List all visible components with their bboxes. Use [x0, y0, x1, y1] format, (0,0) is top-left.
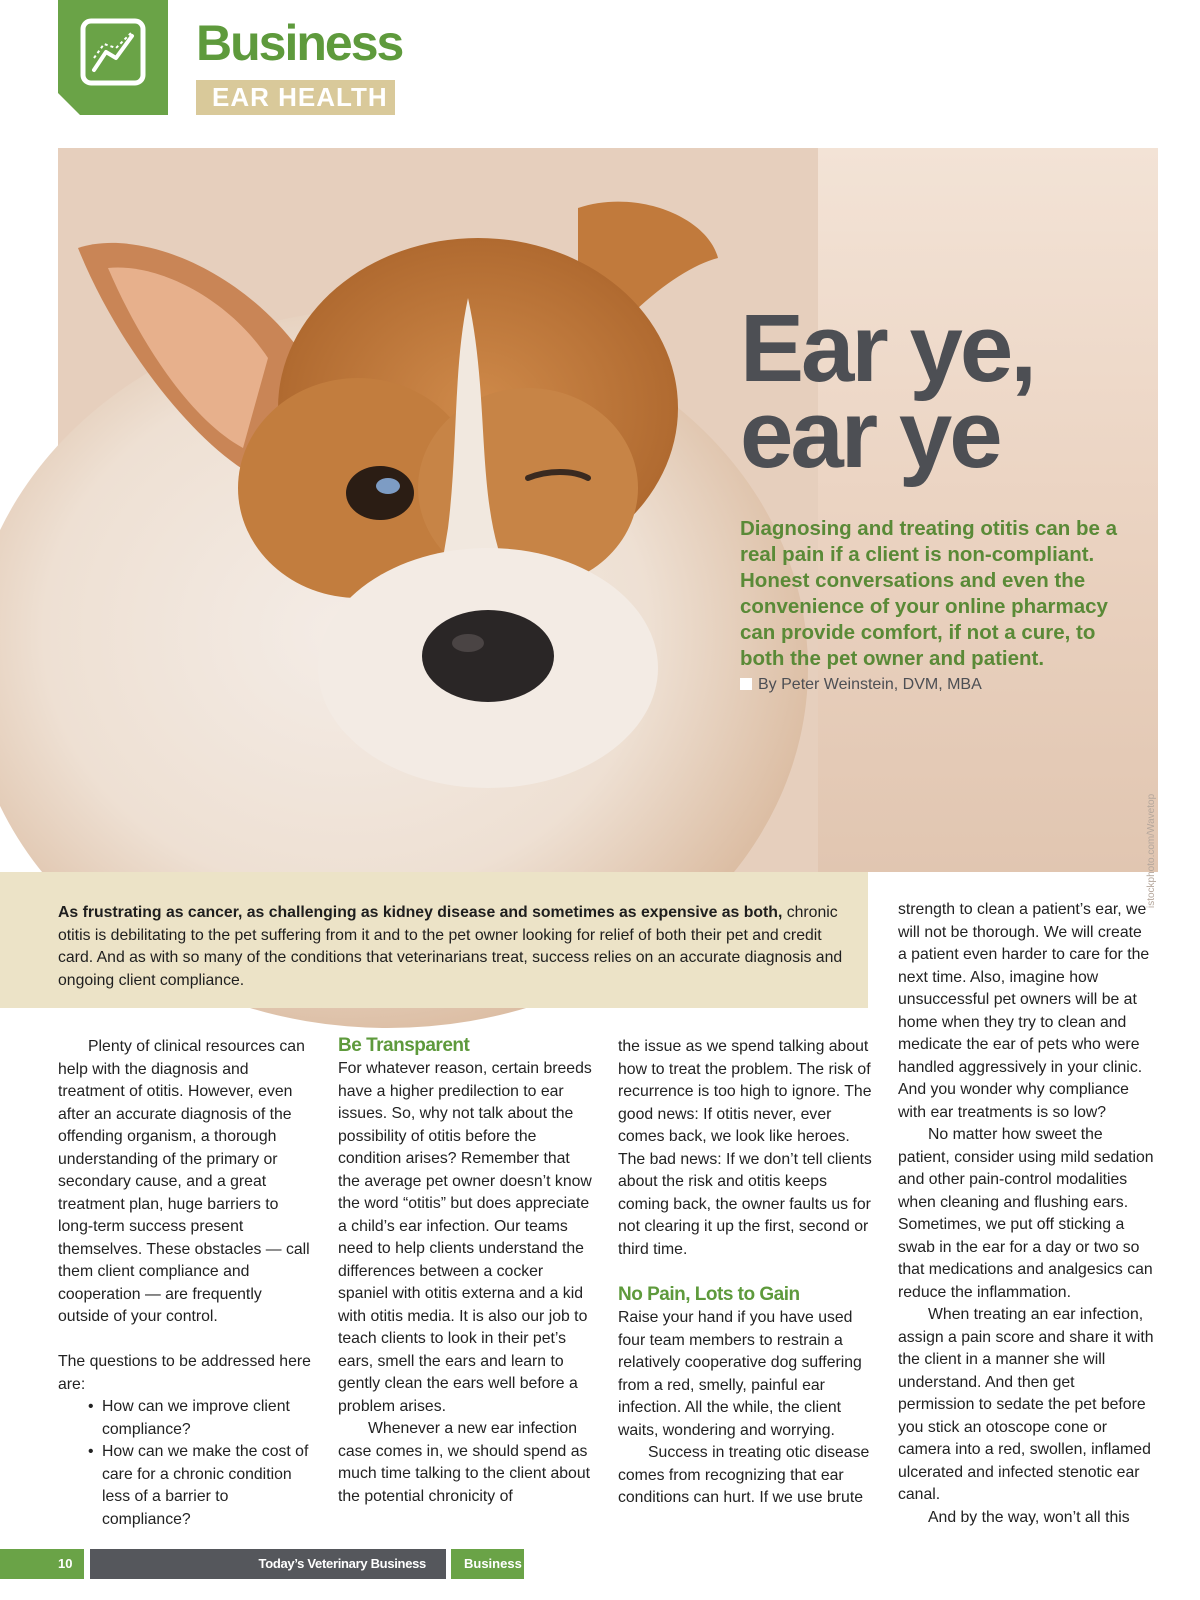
col1-paragraph-1: Plenty of clinical resources can help with the diagnosis and treatment of otitis. However, even after an accurate diagnosis of the offending organism, a thorough understanding of the primary or secondary cause, and a great treatment plan, huge barriers to long-term success present themselves. These obstacles — call them client compliance and cooperation — are frequently outside of your control. [58, 1038, 310, 1325]
square-bullet-icon [740, 678, 752, 690]
intro-lead-bold: As frustrating as cancer, as challenging as kidney disease and sometimes as expensive as both, [58, 904, 783, 921]
headline-line-2: ear ye [740, 381, 1000, 489]
body-column-4 [898, 899, 1154, 1529]
trend-chart-icon [80, 18, 146, 86]
list-item: • How can we make the cost of care for a chronic condition less of a barrier to compliance? [88, 1441, 316, 1531]
body-column-1 [58, 1036, 316, 1531]
body-column-3 [618, 1036, 874, 1510]
terrier-dog-photo [58, 148, 818, 872]
page-number: 10 [0, 1549, 84, 1579]
section-tag: EAR HEALTH [196, 80, 395, 115]
col4-paragraph-1: strength to clean a patient’s ear, we will not be thorough. We will create a patient even harder to care for the next time. Also, imagine how unsuccessful pet owners will be at home when they try to clean and medicate the ear of pets who were handled aggressively in your clinic. And you wonder why compliance with ear treatments is so low? [898, 901, 1150, 1121]
section-icon [58, 0, 168, 115]
body-column-2 [338, 1034, 594, 1508]
intro-paragraph [58, 902, 848, 992]
article-headline [740, 295, 1140, 489]
col4-paragraph-2: No matter how sweet the patient, consider using mild sedation and other pain-control modalities when cleaning and flushing ears. Sometimes, we put off sticking a swab in the ear for a day or two so that medications and analgesics can reduce the inflammation. [898, 1126, 1154, 1301]
publication-name: Today’s Veterinary Business [90, 1549, 446, 1579]
col3-paragraph-2: Raise your hand if you have used four team members to restrain a relatively cooperative dog suffering from a red, smelly, painful ear infection. All the while, the client waits, wondering and worrying. [618, 1309, 862, 1439]
intro-lead-rest: chronic otitis is debilitating to the pet suffering from it and to the pet owner looking for relief of both their pet and credit card. And as with so many of the conditions that veterinarians treat, success relies on an accurate diagnosis and ongoing client compliance. [58, 904, 843, 989]
col3-paragraph-1: the issue as we spend talking about how to treat the problem. The risk of recurrence is too high to ignore. The good news: If otitis never, ever comes back, we look like heroes. The bad news: If we don’t tell clients about the risk and otitis keeps coming back, the owner faults us for not clearing it up the first, second or third time. [618, 1038, 872, 1258]
questions-list [58, 1396, 316, 1531]
subhead-no-pain: No Pain, Lots to Gain [618, 1284, 800, 1305]
col4-paragraph-4: And by the way, won’t all this [928, 1508, 1130, 1526]
col1-paragraph-2: The questions to be addressed here are: [58, 1353, 311, 1393]
section-title: Business [196, 15, 403, 71]
col2-paragraph-1: For whatever reason, certain breeds have a higher predilection to ear issues. So, why not talk about the possibility of otitis before the condition arises? Remember that the average pet owner doesn’t know the word “otitis” but does appreciate a child’s ear infection. Our teams need to help clients understand the differences between a cocker spaniel with otitis externa and a kid with otitis media. It is also our job to teach clients to look in their pet’s ears, smell the ears and learn to gently clean the ears well before a problem arises. [338, 1060, 592, 1415]
col2-paragraph-2: Whenever a new ear infection case comes in, we should spend as much time talking to the client about the potential chronicity of [338, 1420, 591, 1505]
footer-section-label: Business [451, 1549, 524, 1579]
col3-paragraph-3: Success in treating otic disease comes from recognizing that ear conditions can hurt. If we use brute [618, 1444, 870, 1506]
byline [740, 676, 982, 694]
hero-photo [58, 148, 1157, 908]
photo-credit: istockphoto.com/Wavetop [1146, 793, 1157, 908]
col4-paragraph-3: When treating an ear infection, assign a pain score and share it with the client in a manner she will understand. And then get permission to sedate the pet before you stick an otoscope cone or camera into a red, swollen, inflamed ulcerated and infected stenotic ear canal. [898, 1306, 1154, 1503]
byline-text: By Peter Weinstein, DVM, MBA [758, 676, 982, 693]
list-item: • How can we improve client compliance? [88, 1396, 316, 1441]
article-deck: Diagnosing and treating otitis can be a real pain if a client is non-compliant. Honest conversations and even the convenience of your online pharmacy can provide comfort, if not a cure, to both the pet owner and patient. [740, 517, 1118, 670]
subhead-be-transparent: Be Transparent [338, 1035, 470, 1056]
headline-line-1: Ear ye, [740, 295, 1034, 402]
